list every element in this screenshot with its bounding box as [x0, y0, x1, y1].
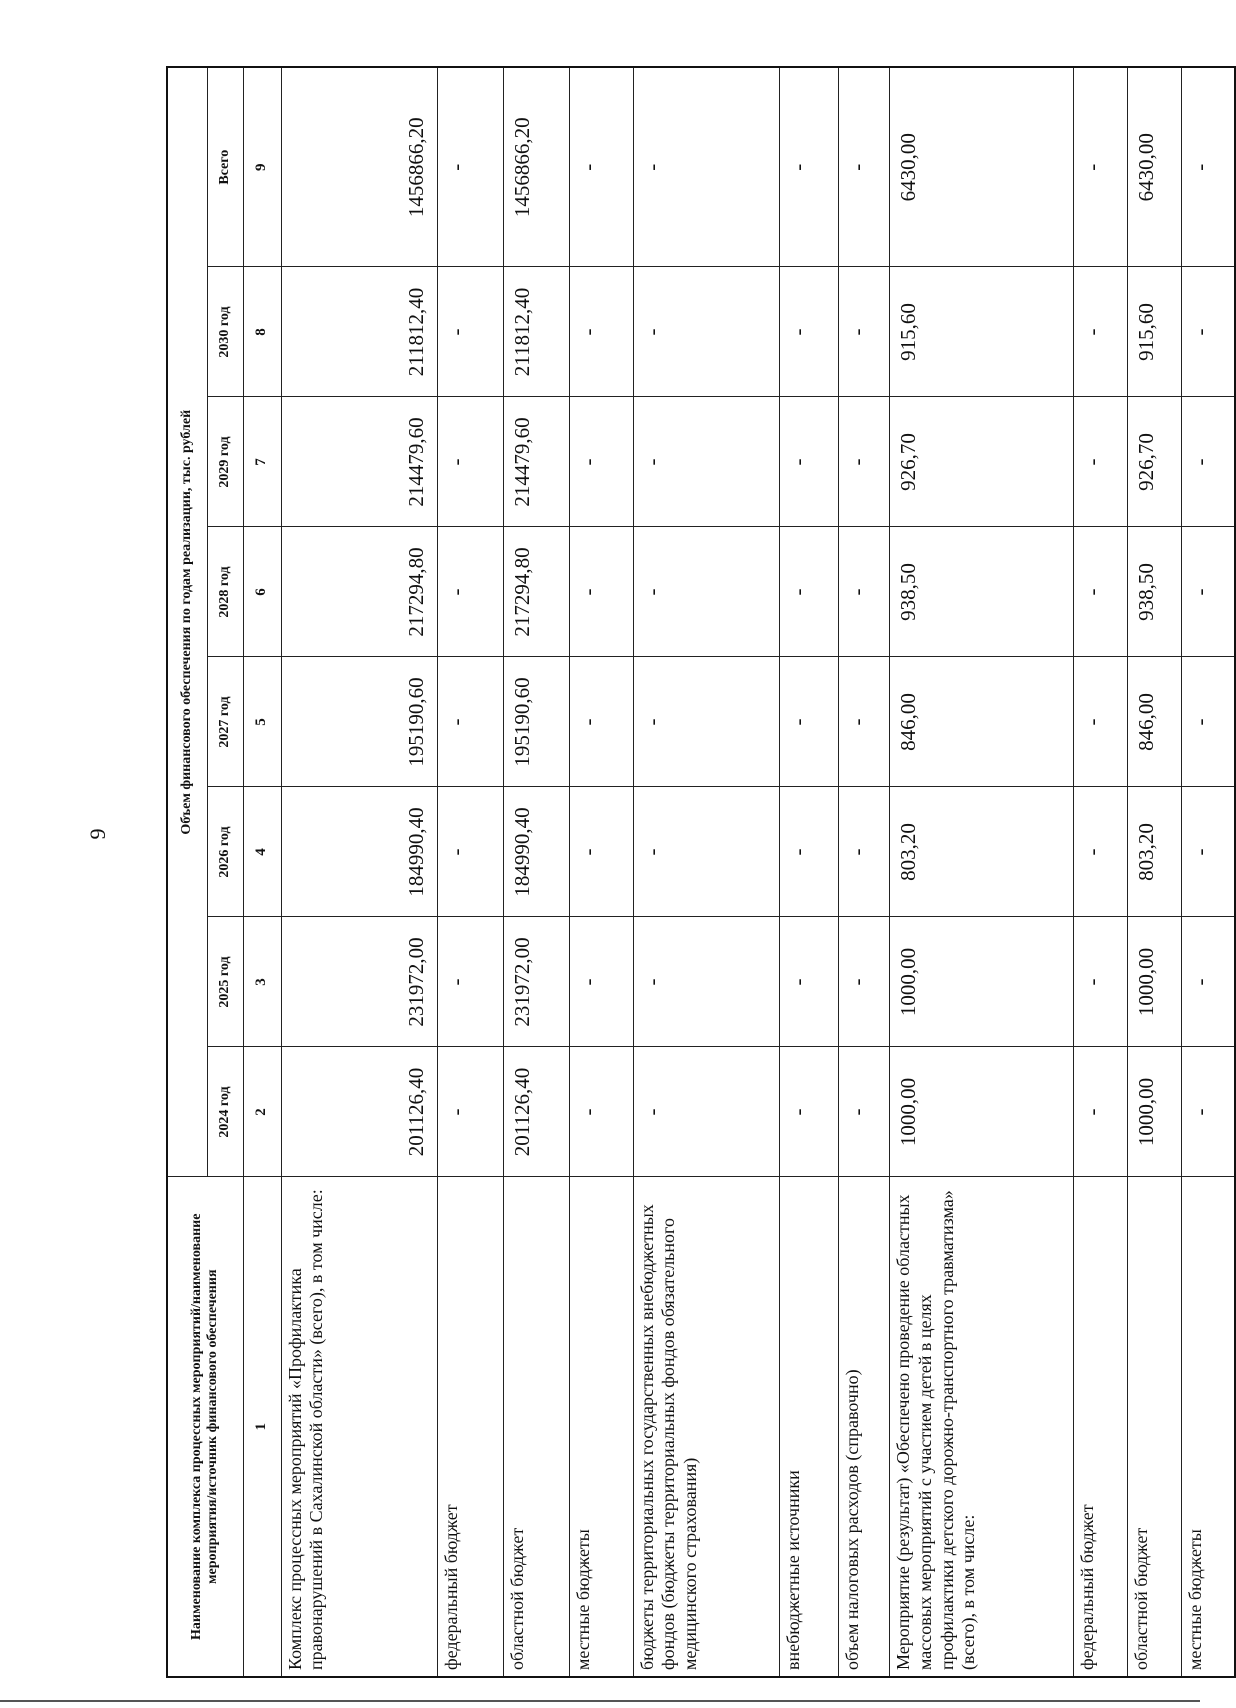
- value-cell: -: [1074, 917, 1128, 1047]
- value-cell: -: [438, 397, 504, 527]
- value-cell: -: [633, 397, 779, 527]
- value-cell: 214479,60: [504, 397, 570, 527]
- value-cell: -: [838, 67, 890, 267]
- row-name: внебюджетные источники: [779, 1177, 838, 1677]
- value-cell: 231972,00: [281, 917, 438, 1047]
- header-total: Всего: [207, 67, 243, 267]
- value-cell: -: [570, 657, 634, 787]
- value-cell: -: [570, 67, 634, 267]
- value-cell: -: [633, 917, 779, 1047]
- value-cell: 1456866,20: [504, 67, 570, 267]
- value-cell: -: [1182, 787, 1235, 917]
- value-cell: 211812,40: [504, 267, 570, 397]
- value-cell: -: [570, 1047, 634, 1177]
- value-cell: -: [438, 267, 504, 397]
- column-number: 4: [243, 787, 281, 917]
- financing-table: [166, 66, 1236, 1678]
- value-cell: -: [633, 267, 779, 397]
- header-year: 2029 год: [207, 397, 243, 527]
- row-name: федеральный бюджет: [438, 1177, 504, 1677]
- value-cell: -: [438, 657, 504, 787]
- value-cell: 926,70: [890, 397, 1074, 527]
- header-year: 2028 год: [207, 527, 243, 657]
- value-cell: -: [838, 917, 890, 1047]
- value-cell: 846,00: [1128, 657, 1182, 787]
- row-name: федеральный бюджет: [1074, 1177, 1128, 1677]
- header-year: 2030 год: [207, 267, 243, 397]
- value-cell: -: [570, 267, 634, 397]
- table-row: [890, 67, 1074, 1677]
- value-cell: -: [1074, 1047, 1128, 1177]
- table-row: [438, 67, 504, 1677]
- value-cell: -: [1074, 67, 1128, 267]
- value-cell: -: [438, 917, 504, 1047]
- table-row: [281, 67, 438, 1677]
- value-cell: -: [838, 527, 890, 657]
- header-year: 2027 год: [207, 657, 243, 787]
- value-cell: -: [779, 917, 838, 1047]
- header-year: 2025 год: [207, 917, 243, 1047]
- table-row: [1182, 67, 1235, 1677]
- value-cell: 1000,00: [1128, 917, 1182, 1047]
- value-cell: -: [838, 657, 890, 787]
- column-number: 2: [243, 1047, 281, 1177]
- header-year: 2026 год: [207, 787, 243, 917]
- value-cell: 195190,60: [281, 657, 438, 787]
- value-cell: 201126,40: [281, 1047, 438, 1177]
- column-number: 8: [243, 267, 281, 397]
- value-cell: -: [779, 1047, 838, 1177]
- value-cell: 6430,00: [1128, 67, 1182, 267]
- rotated-table-wrapper: [166, 0, 1236, 1678]
- table-row: [779, 67, 838, 1677]
- value-cell: -: [570, 527, 634, 657]
- value-cell: -: [1182, 397, 1235, 527]
- row-name: областной бюджет: [504, 1177, 570, 1677]
- value-cell: -: [779, 67, 838, 267]
- value-cell: -: [438, 1047, 504, 1177]
- table-row: [504, 67, 570, 1677]
- value-cell: -: [838, 1047, 890, 1177]
- value-cell: -: [1074, 397, 1128, 527]
- value-cell: -: [1182, 67, 1235, 267]
- value-cell: 201126,40: [504, 1047, 570, 1177]
- value-cell: -: [1182, 917, 1235, 1047]
- value-cell: 6430,00: [890, 67, 1074, 267]
- value-cell: -: [633, 657, 779, 787]
- row-name: местные бюджеты: [570, 1177, 634, 1677]
- header-name-column: Наименование комплекса процессных мероприятий/наименование мероприятия/источник финансового обеспечения: [167, 1177, 243, 1677]
- value-cell: -: [1074, 267, 1128, 397]
- value-cell: 803,20: [1128, 787, 1182, 917]
- value-cell: 184990,40: [281, 787, 438, 917]
- header-column-numbers-row: [243, 67, 281, 1677]
- value-cell: 184990,40: [504, 787, 570, 917]
- value-cell: -: [779, 657, 838, 787]
- value-cell: 211812,40: [281, 267, 438, 397]
- table-row: [633, 67, 779, 1677]
- value-cell: -: [438, 787, 504, 917]
- value-cell: 915,60: [1128, 267, 1182, 397]
- value-cell: -: [779, 397, 838, 527]
- table-row: [1128, 67, 1182, 1677]
- value-cell: -: [1182, 267, 1235, 397]
- row-name: областной бюджет: [1128, 1177, 1182, 1677]
- column-number: 3: [243, 917, 281, 1047]
- value-cell: 938,50: [890, 527, 1074, 657]
- value-cell: 803,20: [890, 787, 1074, 917]
- value-cell: -: [633, 67, 779, 267]
- value-cell: 1000,00: [890, 917, 1074, 1047]
- value-cell: 231972,00: [504, 917, 570, 1047]
- value-cell: 915,60: [890, 267, 1074, 397]
- value-cell: 926,70: [1128, 397, 1182, 527]
- table-row: [570, 67, 634, 1677]
- value-cell: -: [633, 787, 779, 917]
- value-cell: -: [570, 397, 634, 527]
- value-cell: -: [1182, 657, 1235, 787]
- value-cell: -: [570, 787, 634, 917]
- row-name: Мероприятие (результат) «Обеспечено проведение областных массовых мероприятий с участием детей в целях профилактики детского дорожно-транспортного травматизма» (всего), в том числе:: [890, 1177, 1074, 1677]
- row-name: бюджеты территориальных государственных внебюджетных фондов (бюджеты территориальных фондов обязательного медицинского страхования): [633, 1177, 779, 1677]
- value-cell: 217294,80: [281, 527, 438, 657]
- column-number: 6: [243, 527, 281, 657]
- table-row: [1074, 67, 1128, 1677]
- value-cell: -: [633, 1047, 779, 1177]
- value-cell: -: [633, 527, 779, 657]
- value-cell: -: [438, 527, 504, 657]
- value-cell: -: [1074, 657, 1128, 787]
- value-cell: 217294,80: [504, 527, 570, 657]
- row-name: Комплекс процессных мероприятий «Профилактика правонарушений в Сахалинской области» (всего), в том числе:: [281, 1177, 438, 1677]
- value-cell: -: [1074, 527, 1128, 657]
- value-cell: -: [779, 787, 838, 917]
- scan-edge-line: [0, 1700, 1200, 1702]
- column-number: 9: [243, 67, 281, 267]
- header-financing-group: Объем финансового обеспечения по годам реализации, тыс. рублей: [167, 67, 207, 1177]
- column-number: 1: [243, 1177, 281, 1677]
- value-cell: 846,00: [890, 657, 1074, 787]
- value-cell: -: [838, 397, 890, 527]
- value-cell: 1456866,20: [281, 67, 438, 267]
- row-name: местные бюджеты: [1182, 1177, 1235, 1677]
- value-cell: 195190,60: [504, 657, 570, 787]
- page-number: 9: [85, 828, 110, 840]
- value-cell: -: [1182, 527, 1235, 657]
- column-number: 5: [243, 657, 281, 787]
- value-cell: 1000,00: [1128, 1047, 1182, 1177]
- header-year: 2024 год: [207, 1047, 243, 1177]
- value-cell: -: [570, 917, 634, 1047]
- value-cell: -: [438, 67, 504, 267]
- value-cell: -: [779, 527, 838, 657]
- row-name: объем налоговых расходов (справочно): [838, 1177, 890, 1677]
- table-row: [838, 67, 890, 1677]
- value-cell: 1000,00: [890, 1047, 1074, 1177]
- value-cell: -: [779, 267, 838, 397]
- value-cell: 938,50: [1128, 527, 1182, 657]
- column-number: 7: [243, 397, 281, 527]
- value-cell: -: [838, 787, 890, 917]
- value-cell: -: [838, 267, 890, 397]
- value-cell: -: [1074, 787, 1128, 917]
- value-cell: 214479,60: [281, 397, 438, 527]
- value-cell: -: [1182, 1047, 1235, 1177]
